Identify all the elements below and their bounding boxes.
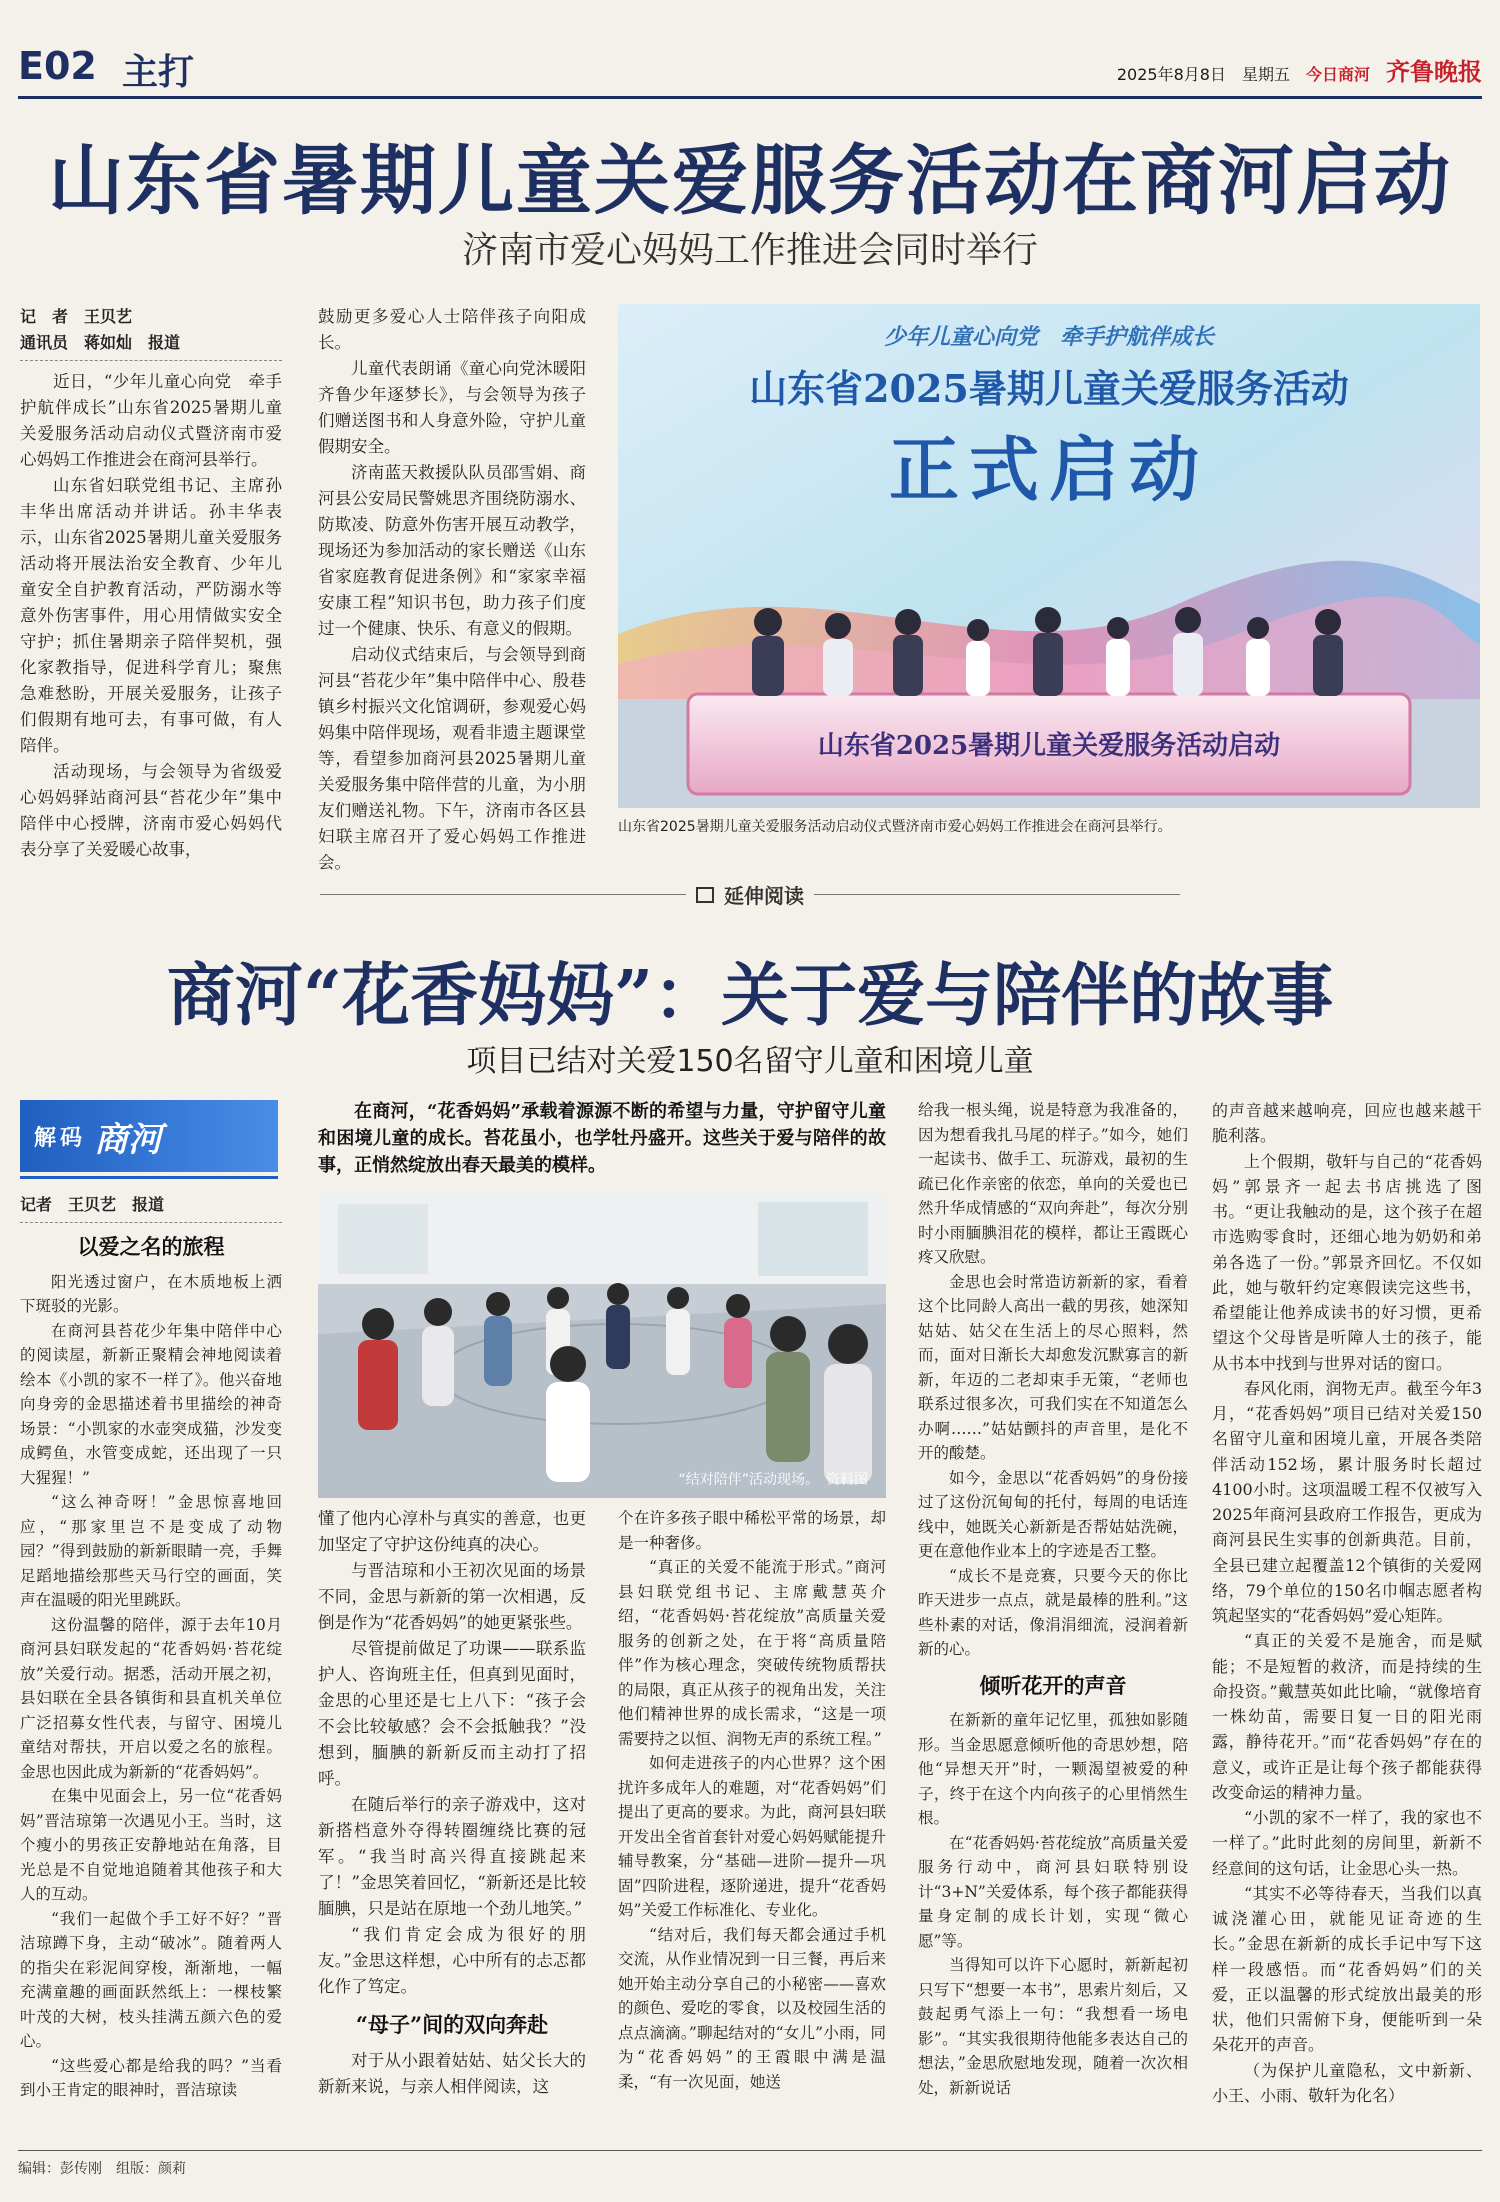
paragraph: 儿童代表朗诵《童心向党沐暖阳 齐鲁少年逐梦长》，与会领导为孩子们赠送图书和人身意外险，守护儿童假期安全。 bbox=[318, 359, 603, 456]
activity-photo-illustration bbox=[318, 1194, 886, 1498]
paragraph: 阳光透过窗户，在木质地板上洒下斑驳的光影。 bbox=[20, 1272, 282, 1315]
page-number: E02 bbox=[18, 44, 97, 88]
ceremony-photo bbox=[618, 304, 1480, 808]
paragraph: 尽管提前做足了功课——联系监护人、咨询班主任，但真到见面时，金思的心里还是七上八下：“孩子会不会比较敏感？会不会抵触我？”没想到，腼腆的新新反而主动打了招呼。 bbox=[318, 1639, 586, 1788]
paragraph: 活动现场，与会领导为省级爱心妈妈驿站商河县“苔花少年”集中陪伴中心授牌，济南市爱心妈妈代表分享了关爱暖心故事， bbox=[20, 762, 282, 859]
paragraph: 给我一根头绳，说是特意为我准备的，因为想看我扎马尾的样子。”如今，她们一起读书、做手工、玩游戏，最初的生疏已化作亲密的依恋，单向的关爱也已然升华成情感的“双向奔赴”，每次分别时小雨腼腆泪花的模样，都让王霞既心疼又欣慰。 bbox=[918, 1101, 1188, 1266]
badge-underline bbox=[20, 1176, 278, 1179]
column-badge-name: 商河 bbox=[94, 1119, 163, 1160]
story1-col2 bbox=[318, 304, 603, 876]
divider-line bbox=[320, 894, 686, 895]
story2-col3 bbox=[618, 1506, 886, 2094]
byline-divider bbox=[20, 360, 282, 361]
story1-byline-reporter: 记 者 王贝艺 bbox=[20, 307, 133, 326]
paragraph: “这些爱心都是给我的吗？”当看到小王肯定的眼神时，晋洁琼读 bbox=[20, 2056, 282, 2099]
paragraph: 这份温馨的陪伴，源于去年10月商河县妇联发起的“花香妈妈·苔花绽放”关爱行动。据悉，活动开展之初，县妇联在全县各镇街和县直机关单位广泛招募女性代表，与留守、困境儿童结对帮扶，开启以爱之名的旅程。金思也因此成为新新的“花香妈妈”。 bbox=[20, 1615, 282, 1781]
paragraph: 与晋洁琼和小王初次见面的场景不同，金思与新新的第一次相遇，反倒是作为“花香妈妈”的她更紧张些。 bbox=[318, 1561, 586, 1632]
main-subheadline: 济南市爱心妈妈工作推进会同时举行 bbox=[461, 230, 1038, 271]
paragraph: 济南蓝天救援队队员邵雪娟、商河县公安局民警姚思齐围绕防溺水、防欺凌、防意外伤害开展互动教学，现场还为参加活动的家长赠送《山东省家庭教育促进条例》和“家家幸福安康工程”知识书包，助力孩子们度过一个健康、快乐、有意义的假期。 bbox=[318, 463, 586, 638]
paragraph: “结对后，我们每天都会通过手机交流，从作业情况到一日三餐，再后来她开始主动分享自己的小秘密——喜欢的颜色、爱吃的零食，以及校园生活的点点滴滴。”聊起结对的“女儿”小雨，同为“花香妈妈”的王霞眼中满是温柔，“有一次见面，她送 bbox=[618, 1925, 886, 2091]
paragraph: 山东省妇联党组书记、主席孙丰华出席活动并讲话。孙丰华表示，山东省2025暑期儿童关爱服务活动将开展法治安全教育、少年儿童安全自护教育活动，严防溺水等意外伤害事件，用心用情做实安全守护；抓住暑期亲子陪伴契机，强化家教指导，促进科学育儿；聚焦急难愁盼，开展关爱服务，让孩子们假期有地可去，有事可做，有人陪伴。 bbox=[20, 476, 282, 755]
paragraph: 鼓励更多爱心人士陪伴孩子向阳成长。 bbox=[318, 307, 586, 352]
story2-col1 bbox=[20, 1192, 282, 2103]
paragraph: 在集中见面会上，另一位“花香妈妈”晋洁琼第一次遇见小王。当时，这个瘦小的男孩正安静地站在角落，目光总是不自觉地追随着其他孩子和大人的互动。 bbox=[20, 1787, 282, 1903]
paragraph: 启动仪式结束后，与会领导到商河县“苔花少年”集中陪伴中心、殷巷镇乡村振兴文化馆调研，参观爱心妈妈集中陪伴现场，观看非遗主题课堂等，看望参加商河县2025暑期儿童关爱服务集中陪伴营的儿童，为小朋友们赠送礼物。下午，济南市各区县妇联主席召开了爱心妈妈工作推进会。 bbox=[318, 645, 586, 872]
story2-byline: 记者 王贝艺 报道 bbox=[20, 1195, 165, 1214]
paragraph: 近日，“少年儿童心向党 牵手护航伴成长”山东省2025暑期儿童关爱服务活动启动仪式暨济南市爱心妈妈工作推进会在商河县举行。 bbox=[20, 372, 282, 469]
main-headline: 山东省暑期儿童关爱服务活动在商河启动 bbox=[48, 136, 1452, 225]
masthead-rule bbox=[18, 96, 1482, 99]
activity-photo-caption: “结对陪伴”活动现场。 资料图 bbox=[678, 1472, 868, 1488]
paragraph: 在“花香妈妈·苔花绽放”高质量关爱服务行动中，商河县妇联特别设计“3+N”关爱体系，每个孩子都能获得量身定制的成长计划，实现“微心愿”等。 bbox=[918, 1833, 1188, 1950]
photo-big-text: 正式启动 bbox=[889, 428, 1209, 511]
ceremony-photo-caption: 山东省2025暑期儿童关爱服务活动启动仪式暨济南市爱心妈妈工作推进会在商河县举行。 bbox=[618, 819, 1172, 835]
paper-logo: 齐鲁晚报 bbox=[1386, 57, 1482, 86]
paragraph: “其实不必等待春天，当我们以真诚浇灌心田，就能见证奇迹的生长。”金思在新新的成长手记中写下这样一段感悟。而“花香妈妈”们的关爱，正以温馨的形式绽放出最美的形状，他们只需俯下身，便能听到一朵朵花开的声音。 bbox=[1212, 1883, 1482, 2055]
paragraph: 的声音越来越响亮，回应也越来越干脆利落。 bbox=[1212, 1101, 1482, 1146]
paragraph: 如何走进孩子的内心世界？这个困扰许多成年人的难题，对“花香妈妈”们提出了更高的要求。为此，商河县妇联开发出全省首套针对爱心妈妈赋能提升辅导教案，分“基础—进阶—提升—巩固”四阶进程，逐阶递进，提升“花香妈妈”关爱工作标准化、专业化。 bbox=[618, 1754, 886, 1919]
story2-col4 bbox=[918, 1098, 1188, 2100]
extended-reading-label: 延伸阅读 bbox=[724, 884, 804, 908]
paragraph: “真正的关爱不是施舍，而是赋能；不是短暂的救济，而是持续的生命投资。”戴慧英如此比喻，“就像培育一株幼苗，需要日复一日的阳光雨露，静待花开。”而“花香妈妈”存在的意义，或许正是让每个孩子都能获得改变命运的精神力量。 bbox=[1212, 1631, 1482, 1802]
paragraph: 在随后举行的亲子游戏中，这对新搭档意外夺得转圈缠绕比赛的冠军。“我当时高兴得直接跳起来了！”金思笑着回忆，“新新还是比较腼腆，只是站在原地一个劲儿地笑。” bbox=[318, 1795, 586, 1918]
paragraph: 当得知可以许下心愿时，新新起初只写下“想要一本书”，思索片刻后，又鼓起勇气添上一句：“我想看一场电影”。“其实我很期待他能多表达自己的想法，”金思欣慰地发现，随着一次次相处，新新说话 bbox=[918, 1956, 1188, 2097]
feature-lead bbox=[318, 1098, 886, 1179]
paragraph: 春风化雨，润物无声。截至今年3月，“花香妈妈”项目已结对关爱150名留守儿童和困境儿童，开展各类陪伴活动152场，累计服务时长超过4100小时。这项温暖工程不仅被写入2025年商河县政府工作报告，更成为商河县民生实事的创新典范。目前，全县已建立起覆盖12个镇街的关爱网络，79个单位的150名巾帼志愿者构筑起坚实的“花香妈妈”爱心矩阵。 bbox=[1212, 1378, 1482, 1625]
section-name: 主打 bbox=[122, 52, 195, 93]
footer-rule bbox=[18, 2150, 1482, 2151]
photo-podium-text: 山东省2025暑期儿童关爱服务活动启动 bbox=[817, 731, 1281, 761]
paragraph: 对于从小跟着姑姑、姑父长大的新新来说，与亲人相伴阅读，这 bbox=[318, 2051, 586, 2096]
paragraph: 金思也会时常造访新新的家，看着这个比同龄人高出一截的男孩，她深知姑姑、姑父在生活上的尽心照料，然而，面对日渐长大却愈发沉默寡言的新新，年迈的二老却束手无策，“老师也联系过很多次，可我们实在不知道怎么办啊……”姑姑颤抖的声音里，是化不开的酸楚。 bbox=[918, 1272, 1188, 1462]
paragraph: 在商河县苔花少年集中陪伴中心的阅读屋，新新正聚精会神地阅读着绘本《小凯的家不一样了》。他兴奋地向身旁的金思描述着书里描绘的神奇场景：“小凯家的水壶突成猫，沙发变成鳄鱼，水管变成蛇，还出现了一只大猩猩！” bbox=[20, 1321, 282, 1487]
story2-col2 bbox=[318, 1506, 586, 2100]
feature-headline: 商河“花香妈妈”：关于爱与陪伴的故事 bbox=[166, 956, 1334, 1036]
paragraph: 如今，金思以“花香妈妈”的身份接过了这份沉甸甸的托付，每周的电话连线中，她既关心新新是否帮姑姑洗碗，更在意他作业本上的字迹是否工整。 bbox=[918, 1468, 1188, 1560]
lead-paragraph: 在商河，“花香妈妈”承载着源源不断的希望与力量，守护留守儿童和困境儿童的成长。苔花虽小，也学牡丹盛开。这些关于爱与陪伴的故事，正悄然绽放出春天最美的模样。 bbox=[318, 1101, 886, 1176]
book-icon bbox=[696, 887, 714, 903]
paragraph: “我们肯定会成为很好的朋友。”金思这样想，心中所有的忐忑都化作了笃定。 bbox=[318, 1925, 586, 1996]
story1-byline-correspondent: 通讯员 蒋如灿 报道 bbox=[20, 333, 181, 352]
story1-col1 bbox=[20, 304, 282, 863]
byline-divider bbox=[20, 1222, 282, 1223]
photo-slogan: 少年儿童心向党 牵手护航伴成长 bbox=[883, 325, 1215, 350]
paragraph: 个在许多孩子眼中稀松平常的场景，却是一种奢侈。 bbox=[618, 1509, 886, 1552]
divider-line bbox=[814, 894, 1180, 895]
section-subhead: 以爱之名的旅程 bbox=[77, 1234, 225, 1259]
story2-col5 bbox=[1212, 1098, 1482, 2108]
paragraph: （为保护儿童隐私，文中新新、小王、小雨、敬轩为化名） bbox=[1212, 2060, 1482, 2105]
issue-weekday: 星期五 bbox=[1241, 65, 1290, 84]
ceremony-photo-illustration bbox=[618, 304, 1480, 808]
paragraph: “真正的关爱不能流于形式。”商河县妇联党组书记、主席戴慧英介绍，“花香妈妈·苔花绽放”高质量关爱服务的创新之处，在于将“高质量陪伴”作为核心理念，突破传统物质帮扶的局限，真正从孩子的视角出发，关注他们精神世界的成长需求，“这是一项需要持之以恒、润物无声的系统工程。” bbox=[618, 1558, 886, 1748]
paragraph: “小凯的家不一样了，我的家也不一样了。”此时此刻的房间里，新新不经意间的这句话，让金思心头一热。 bbox=[1212, 1808, 1482, 1878]
issue-date: 2025年8月8日 bbox=[1116, 65, 1226, 84]
photo-banner-title: 山东省2025暑期儿童关爱服务活动 bbox=[749, 366, 1349, 411]
paragraph: “我们一起做个手工好不好？”晋洁琼蹲下身，主动“破冰”。随着两人的指尖在彩泥间穿梭，渐渐地，一幅充满童趣的画面跃然纸上：一棵枝繁叶茂的大树，枝头挂满五颜六色的爱心。 bbox=[20, 1909, 282, 2050]
section-subhead: 倾听花开的声音 bbox=[979, 1672, 1127, 1698]
section-subhead: “母子”间的双向奔赴 bbox=[355, 2012, 549, 2037]
column-badge-prefix: 解码 bbox=[34, 1125, 87, 1151]
activity-photo bbox=[318, 1194, 886, 1498]
column-badge bbox=[20, 1100, 278, 1172]
paragraph: “这么神奇呀！”金思惊喜地回应，“那家里岂不是变成了动物园？”得到鼓励的新新眼睛一亮，手舞足蹈地描绘那些天马行空的画面，笑声在温暖的阳光里跳跃。 bbox=[20, 1493, 282, 1609]
paragraph: 上个假期，敬轩与自己的“花香妈妈”郭景齐一起去书店挑选了图书。“更让我触动的是，这个孩子在超市选购零食时，还细心地为奶奶和弟弟各选了一份。”郭景齐回忆。不仅如此，她与敬轩约定寒假读完这些书，希望能让他养成读书的好习惯，更希望这个父母皆是听障人士的孩子，能从书本中找到与世界对话的窗口。 bbox=[1212, 1151, 1482, 1373]
masthead-info bbox=[1117, 52, 1482, 87]
paragraph: 懂了他内心淳朴与真实的善意，也更加坚定了守护这份纯真的决心。 bbox=[318, 1509, 586, 1554]
feature-subheadline: 项目已结对关爱150名留守儿童和困境儿童 bbox=[466, 1044, 1034, 1079]
edition-name: 今日商河 bbox=[1305, 65, 1370, 84]
paragraph: 在新新的童年记忆里，孤独如影随形。当金思愿意倾听他的奇思妙想，陪他“异想天开”时，一颗渴望被爱的种子，终于在这个内向孩子的心里悄然生根。 bbox=[918, 1711, 1188, 1827]
editor-credits: 编辑：彭传刚 组版：颜莉 bbox=[18, 2161, 186, 2177]
extended-reading-divider bbox=[320, 880, 1180, 909]
paragraph: “成长不是竞赛，只要今天的你比昨天进步一点点，就是最棒的胜利。”这些朴素的对话，像涓涓细流，浸润着新新的心。 bbox=[918, 1566, 1188, 1658]
